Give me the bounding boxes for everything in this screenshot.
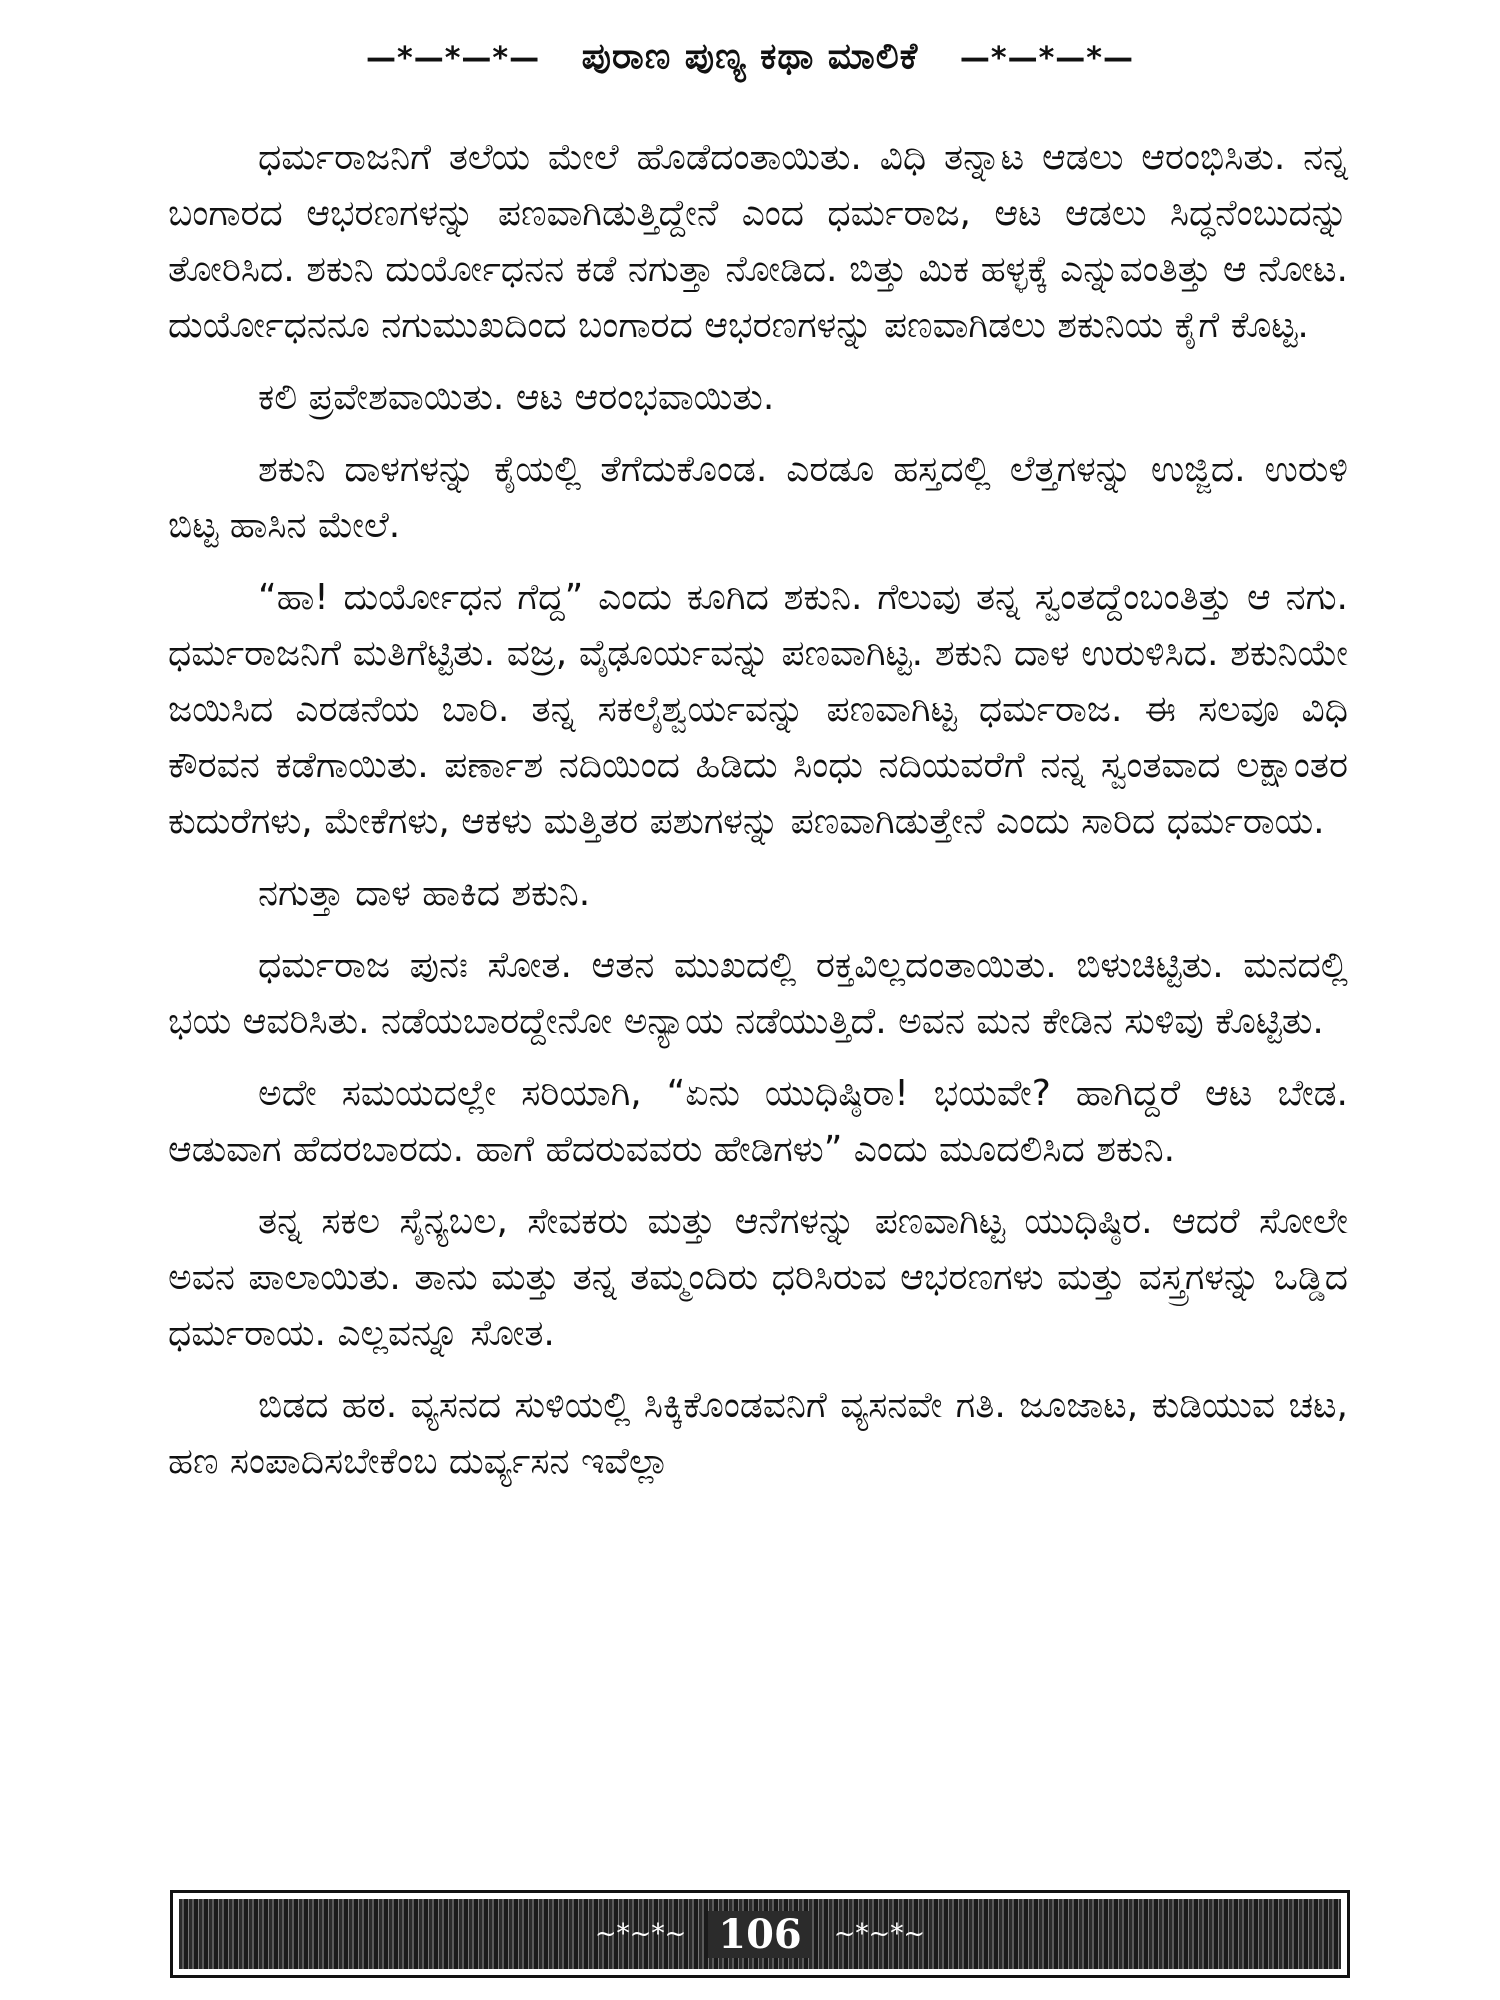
paragraph: ತನ್ನ ಸಕಲ ಸೈನ್ಯಬಲ, ಸೇವಕರು ಮತ್ತು ಆನೆಗಳನ್ನು ಪಣವಾಗಿಟ್ಟ ಯುಧಿಷ್ಠಿರ. ಆದರೆ ಸೋಲೇ ಅವನ ಪಾಲಾಯಿತು. ತಾನು ಮತ್ತು ತನ್ನ ತಮ್ಮಂದಿರು ಧರಿಸಿರುವ ಆಭರಣಗಳು ಮತ್ತು ವಸ್ತ್ರಗಳನ್ನು ಒಡ್ಡಿದ ಧರ್ಮರಾಯ. ಎಲ್ಲವನ್ನೂ ಸೋತ. [168, 1201, 1348, 1354]
paragraph: “ಹಾ! ದುರ್ಯೋಧನ ಗೆದ್ದ” ಎಂದು ಕೂಗಿದ ಶಕುನಿ. ಗೆಲುವು ತನ್ನ ಸ್ವಂತದ್ದೆಂಬಂತಿತ್ತು ಆ ನಗು. ಧರ್ಮರಾಜನಿಗೆ ಮತಿಗೆಟ್ಟಿತು. ವಜ್ರ, ವೈಢೂರ್ಯವನ್ನು ಪಣವಾಗಿಟ್ಟ. ಶಕುನಿ ದಾಳ ಉರುಳಿಸಿದ. ಶಕುನಿಯೇ ಜಯಿಸಿದ ಎರಡನೆಯ ಬಾರಿ. ತನ್ನ ಸಕಲೈಶ್ವರ್ಯವನ್ನು ಪಣವಾಗಿಟ್ಟ ಧರ್ಮರಾಜ. ಈ ಸಲವೂ ವಿಧಿ ಕೌರವನ ಕಡೆಗಾಯಿತು. ಪರ್ಣಾಶ ನದಿಯಿಂದ ಹಿಡಿದು ಸಿಂಧು ನದಿಯವರೆಗೆ ನನ್ನ ಸ್ವಂತವಾದ ಲಕ್ಷಾಂತರ ಕುದುರೆಗಳು, ಮೇಕೆಗಳು, ಆಕಳು ಮತ್ತಿತರ ಪಶುಗಳನ್ನು ಪಣವಾಗಿಡುತ್ತೇನೆ ಎಂದು ಸಾರಿದ ಧರ್ಮರಾಯ. [168, 577, 1348, 842]
page-number: 106 [708, 1911, 812, 1958]
paragraph: ಧರ್ಮರಾಜನಿಗೆ ತಲೆಯ ಮೇಲೆ ಹೊಡೆದಂತಾಯಿತು. ವಿಧಿ ತನ್ನಾಟ ಆಡಲು ಆರಂಭಿಸಿತು. ನನ್ನ ಬಂಗಾರದ ಆಭರಣಗಳನ್ನು ಪಣವಾಗಿಡುತ್ತಿದ್ದೇನೆ ಎಂದ ಧರ್ಮರಾಜ, ಆಟ ಆಡಲು ಸಿದ್ಧನೆಂಬುದನ್ನು ತೋರಿಸಿದ. ಶಕುನಿ ದುರ್ಯೋಧನನ ಕಡೆ ನಗುತ್ತಾ ನೋಡಿದ. ಬಿತ್ತು ಮಿಕ ಹಳ್ಳಕ್ಕೆ ಎನ್ನುವಂತಿತ್ತು ಆ ನೋಟ. ದುರ್ಯೋಧನನೂ ನಗುಮುಖದಿಂದ ಬಂಗಾರದ ಆಭರಣಗಳನ್ನು ಪಣವಾಗಿಡಲು ಶಕುನಿಯ ಕೈಗೆ ಕೊಟ್ಟ. [168, 137, 1348, 346]
paragraph: ಬಿಡದ ಹಠ. ವ್ಯಸನದ ಸುಳಿಯಲ್ಲಿ ಸಿಕ್ಕಿಕೊಂಡವನಿಗೆ ವ್ಯಸನವೇ ಗತಿ. ಜೂಜಾಟ, ಕುಡಿಯುವ ಚಟ, ಹಣ ಸಂಪಾದಿಸಬೇಕೆಂಬ ದುರ್ವ್ಯಸನ ಇವೆಲ್ಲಾ [168, 1385, 1348, 1482]
paragraph: ಕಲಿ ಪ್ರವೇಶವಾಯಿತು. ಆಟ ಆರಂಭವಾಯಿತು. [258, 377, 775, 418]
header-title: ಪುರಾಣ ಪುಣ್ಯ ಕಥಾ ಮಾಲಿಕೆ [581, 36, 919, 77]
page-footer [170, 1890, 1350, 1978]
footer-right-ornament: ~*~*~ [833, 1919, 926, 1949]
paragraph: ಅದೇ ಸಮಯದಲ್ಲೇ ಸರಿಯಾಗಿ, “ಏನು ಯುಧಿಷ್ಠಿರಾ! ಭಯವೇ? ಹಾಗಿದ್ದರೆ ಆಟ ಬೇಡ. ಆಡುವಾಗ ಹೆದರಬಾರದು. ಹಾಗೆ ಹೆದರುವವರು ಹೇಡಿಗಳು” ಎಂದು ಮೂದಲಿಸಿದ ಶಕುನಿ. [168, 1073, 1348, 1170]
paragraph: ನಗುತ್ತಾ ದಾಳ ಹಾಕಿದ ಶಕುನಿ. [258, 873, 591, 914]
body-text [168, 130, 1348, 1506]
paragraph: ಶಕುನಿ ದಾಳಗಳನ್ನು ಕೈಯಲ್ಲಿ ತೆಗೆದುಕೊಂಡ. ಎರಡೂ ಹಸ್ತದಲ್ಲಿ ಲೆತ್ತಗಳನ್ನು ಉಜ್ಜಿದ. ಉರುಳಿ ಬಿಟ್ಟ ಹಾಸಿನ ಮೇಲೆ. [168, 449, 1348, 546]
running-header [0, 36, 1500, 78]
footer-left-ornament: ~*~*~ [594, 1919, 687, 1949]
footer-band [179, 1899, 1341, 1969]
header-right-ornament: —*—*—*— [959, 41, 1134, 76]
paragraph: ಧರ್ಮರಾಜ ಪುನಃ ಸೋತ. ಆತನ ಮುಖದಲ್ಲಿ ರಕ್ತವಿಲ್ಲದಂತಾಯಿತು. ಬಿಳುಚಿಟ್ಟಿತು. ಮನದಲ್ಲಿ ಭಯ ಆವರಿಸಿತು. ನಡೆಯಬಾರದ್ದೇನೋ ಅನ್ಯಾಯ ನಡೆಯುತ್ತಿದೆ. ಅವನ ಮನ ಕೇಡಿನ ಸುಳಿವು ಕೊಟ್ಟಿತು. [168, 945, 1348, 1042]
header-left-ornament: —*—*—*— [366, 41, 541, 76]
